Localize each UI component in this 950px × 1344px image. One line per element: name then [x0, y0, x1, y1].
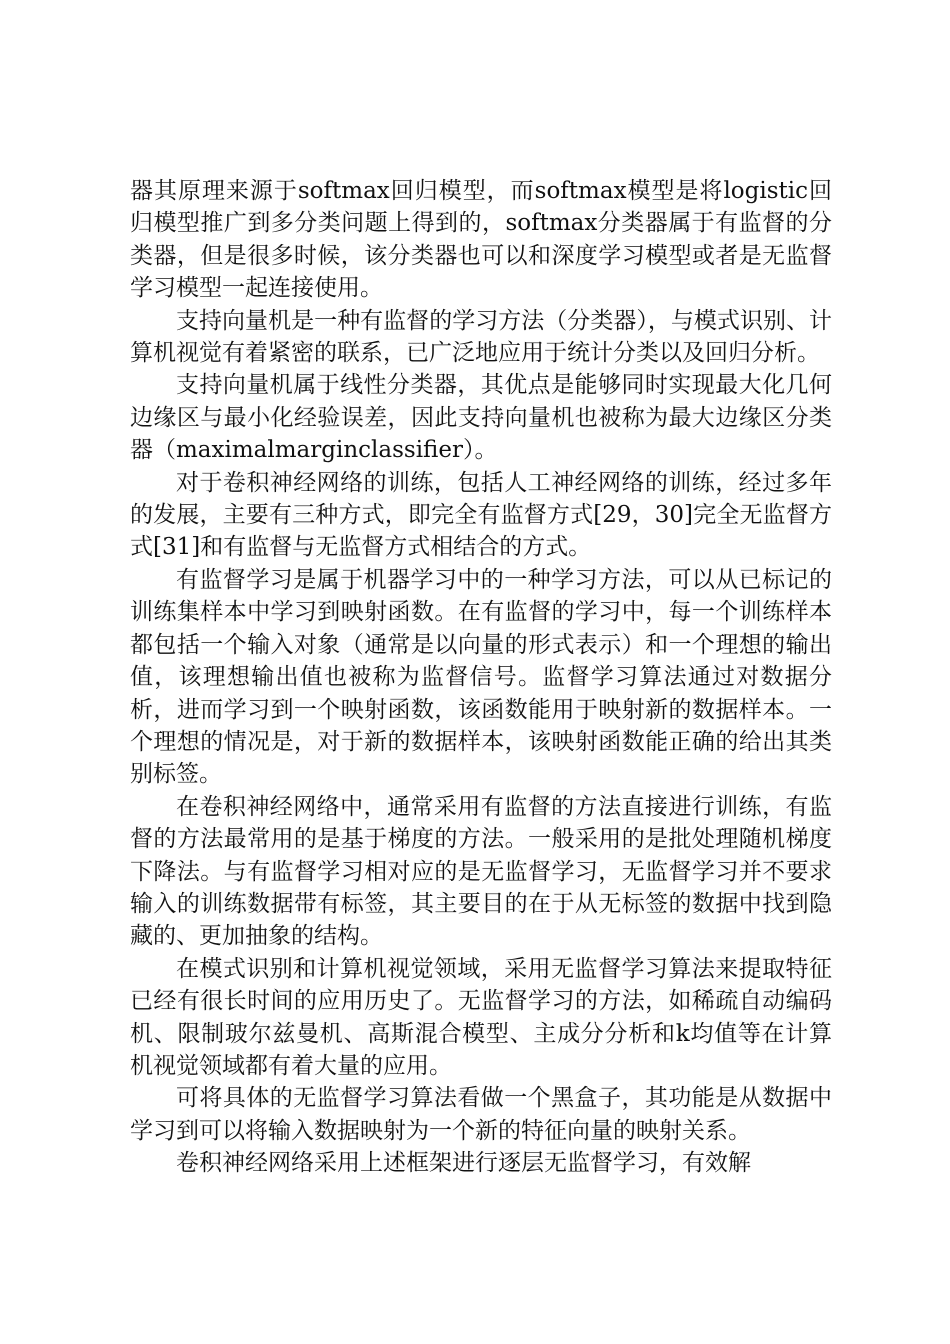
paragraph-2: 支持向量机是一种有监督的学习方法（分类器），与模式识别、计算机视觉有着紧密的联系，已广泛地应用于统计分类以及回归分析。	[130, 307, 832, 367]
paragraph-4: 对于卷积神经网络的训练，包括人工神经网络的训练，经过多年的发展，主要有三种方式，即完全有监督方式[29，30]完全无监督方式[31]和有监督与无监督方式相结合的方式。	[130, 469, 832, 561]
paragraph-3: 支持向量机属于线性分类器，其优点是能够同时实现最大化几何边缘区与最小化经验误差，因此支持向量机也被称为最大边缘区分类器（maximalmarginclassifier）。	[130, 372, 832, 464]
paragraph-8: 可将具体的无监督学习算法看做一个黑盒子，其功能是从数据中学习到可以将输入数据映射为一个新的特征向量的映射关系。	[130, 1085, 832, 1144]
paragraph-9: 卷积神经网络采用上述框架进行逐层无监督学习，有效解	[176, 1150, 751, 1177]
paragraph-5: 有监督学习是属于机器学习中的一种学习方法，可以从已标记的训练集样本中学习到映射函数。在有监督的学习中，每一个训练样本都包括一个输入对象（通常是以向量的形式表示）和一个理想的输出值，该理想输出值也被称为监督信号。监督学习算法通过对数据分析，进而学习到一个映射函数，该函数能用于映射新的数据样本。一个理想的情况是，对于新的数据样本，该映射函数能正确的给出其类别标签。	[130, 566, 832, 788]
paragraph-7: 在模式识别和计算机视觉领域，采用无监督学习算法来提取特征已经有很长时间的应用历史了。无监督学习的方法，如稀疏自动编码机、限制玻尔兹曼机、高斯混合模型、主成分分析和k均值等在计算机视觉领域都有着大量的应用。	[130, 955, 832, 1079]
paragraph-6: 在卷积神经网络中，通常采用有监督的方法直接进行训练，有监督的方法最常用的是基于梯度的方法。一般采用的是批处理随机梯度下降法。与有监督学习相对应的是无监督学习，无监督学习并不要求输入的训练数据带有标签，其主要目的在于从无标签的数据中找到隐藏的、更加抽象的结构。	[130, 793, 832, 950]
document-body	[130, 175, 832, 1180]
paragraph-1: 器其原理来源于softmax回归模型，而softmax模型是将logistic回归模型推广到多分类问题上得到的，softmax分类器属于有监督的分类器，但是很多时候，该分类器也可以和深度学习模型或者是无监督学习模型一起连接使用。	[130, 178, 832, 302]
